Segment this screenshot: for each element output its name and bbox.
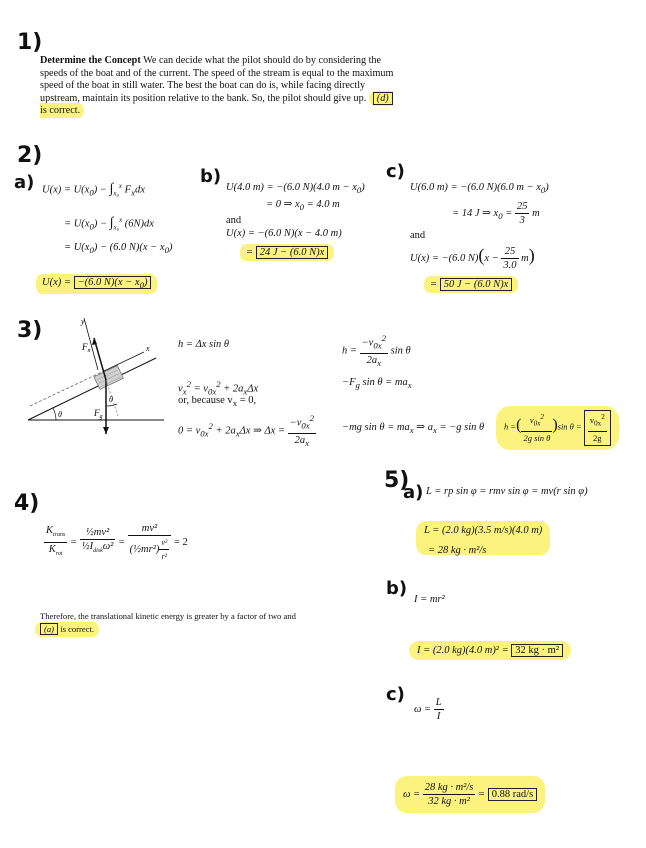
frac-3-h: $\frac{-v_{0x}^2}{2a_x}$ [361,333,386,368]
label-problem-2: 2) [17,143,43,168]
theta-label-base: θ [58,410,62,419]
label-2c: c) [386,161,405,182]
x-axis-line [104,352,144,371]
eq-5c-answer: ω = $\frac{\text{28 kg · m²/s}}{\text{32 kg · m²}}$ = 0.88 rad/s [395,776,545,813]
eq-3-h-sub: h = $\frac{-v_{0x}^2}{2a_x}$ sin θ [342,333,411,368]
frac-3-deltax: $\frac{-v_{0x}^2}{2a_x}$ [289,413,315,448]
problem-1-paragraph [40,55,400,118]
label-5c: c) [386,684,405,705]
eq-2b-line2: = 0 ⇒ $x_0 = 4.0$ m [266,199,340,213]
eq-5a-line2: L = (2.0 kg)(3.5 m/s)(4.0 m) [424,525,543,536]
eq-3-h: h = Δx sin θ [178,339,230,350]
eq-2b-and: and [226,215,242,226]
answer-box-2a: −(6.0 $N)(x - x_0)$ [74,276,152,289]
problem-4-answer-highlight [35,622,99,637]
eq-3-accel: −mg $\sin \theta = ma_x$ ⇒ $a_x = -g$ sin θ [342,422,485,436]
answer-box-3: $\frac{v_{0x}^2}{2g}$ [584,410,611,446]
frac-4-mid: $\frac{\text{½mv²}}{\frac{1}{2}I_{disk}\omega^2}$ [81,527,114,555]
eq-2b-line3: U(x) = −(6.0 N)(x − 4.0 m) [226,228,342,239]
eq-2c-line2: = 14 J ⇒ $x_0$ = $\frac{25}{3}$ m [452,201,540,226]
problem-1-tail: is correct. [40,105,81,117]
eq-2a-line2: = $U(x_0) - \int_{x_0}^x$ (6N)dx [64,215,154,232]
theta-arc-base [53,408,56,420]
result-4: = 2 [173,536,188,548]
eq-2a-line1: $U(x) = U(x_0) - \int_{x_0}^x$ $F_xdx$ [42,181,145,198]
label-5a: a) [403,482,424,503]
label-problem-5: 5) [384,468,410,493]
eq-3-deltax: $0 = v_{0x}^2 + 2a_x\Delta x$ ⇒ Δx = $\frac{-v_{0x}^2}{2a_x}$ [178,413,315,448]
eq-5b-answer: I = (2.0 kg)(4.0 m)² = 32 kg · m² [409,641,571,660]
eq-5c-line1: ω = $\frac{L}{I}$ [414,697,442,722]
frac-3-answer: $\frac{v_{0x}^2}{\text{2g sin θ}}$ [523,413,551,443]
normal-force-label: $F_n$ [82,342,91,354]
answer-box-5b: 32 kg · m² [511,644,563,657]
eq-3-because: or, because $v_x = 0$, [178,395,257,409]
problem-1-choice: (d) [373,92,393,105]
label-problem-4: 4) [14,491,40,516]
label-2a: a) [14,172,35,193]
eq-5b-line1: I = mr² [414,594,445,605]
y-axis-label: y [81,317,85,326]
eq-4-ratio: $\frac{K_{trans}}{K_{rot}}$ = $\frac{\text{½mv²}}{\frac{1}{2}I_{disk}\omega^2}$ = mv² (½mr²) $\frac{\text{v²}}{\text{r²}}$ = 2 [46,523,188,561]
eq-2c-answer: = 50 J − (6.0 N)x [424,276,518,293]
answer-box-2b: 24 J − (6.0 N)x [256,246,329,259]
eq-2a-answer: U(x) = −(6.0 $N)(x - x_0)$ [36,274,157,294]
eq-3-kinematics: $v_x^2 = v_{0x}^2 + 2a_x\Delta x$ [178,379,259,397]
eq-5a-line1: L = rp sin φ = rmv sin φ = mv(r sin φ) [426,486,588,497]
frac-4-right: mv² (½mr²) $\frac{\text{v²}}{\text{r²}}$ [128,522,172,563]
gravity-force-label: $F_g$ [94,408,103,420]
problem-4-tail: is correct. [60,624,95,634]
eq-2c-line3: U(x) = −(6.0 N)(x − $\frac{25}{3.0}$ m) [410,244,535,271]
eq-2c-line1: U(6.0 m) = −(6.0 N)(6.0 $m - x_0$) [410,182,549,196]
label-2b: b) [200,166,222,187]
frac-5c-value: $\frac{\text{28 kg · m²/s}}{\text{32 kg · m²}}$ [424,782,474,807]
x-axis-label: x [146,344,150,353]
eq-2c-and: and [410,230,426,241]
theta-arc-block [106,404,117,406]
incline-diagram [24,316,174,446]
eq-2a-line3: = $U(x_0) - (6.0$ $N)(x - x_0)$ [64,242,173,256]
problem-1-body: We can decide what the pilot should do by considering the speeds of the boat and of the current. The speed of the stream is equal to the maximum speed of the boat in still water. The best the boat can do is, while facing directly upstream, maintain its position relative to the bank. So, the pilot should give up. [40,55,394,104]
eq-2b-line1: U(4.0 m) = −(6.0 N)(4.0 $m - x_0$) [226,182,365,196]
frac-2c-line3: $\frac{25}{3.0}$ [503,246,517,271]
eq-3-answer: h =( $\frac{v_{0x}^2}{\text{2g sin θ}}$ )sin θ = $\frac{v_{0x}^2}{2g}$ [496,406,619,450]
eq-2b-answer: = 24 J − (6.0 N)x [240,244,334,261]
frac-2c-x0: $\frac{25}{3}$ [516,201,528,226]
eq-5a-line3: = 28 kg · m²/s [428,545,487,556]
theta-label-block: θ [109,395,113,404]
eq-3-newton: $-F_g$ $\sin \theta = ma_x$ [342,377,412,391]
answer-box-2c: 50 J − (6.0 N)x [440,278,513,291]
incline-surface [28,358,156,420]
problem-4-conclusion: Therefore, the translational kinetic energy is greater by a factor of two and [40,611,296,621]
answer-box-5c: 0.88 rad/s [488,788,537,801]
label-problem-3: 3) [17,318,43,343]
frac-4-lhs: $\frac{K_{trans}}{K_{rot}}$ [46,524,66,558]
problem-4-choice: (a) [40,623,58,635]
label-problem-1: 1) [17,30,43,55]
label-5b: b) [386,578,408,599]
problem-1-lead: Determine the Concept [40,55,141,66]
frac-5c-omega: $\frac{L}{I}$ [435,697,442,722]
